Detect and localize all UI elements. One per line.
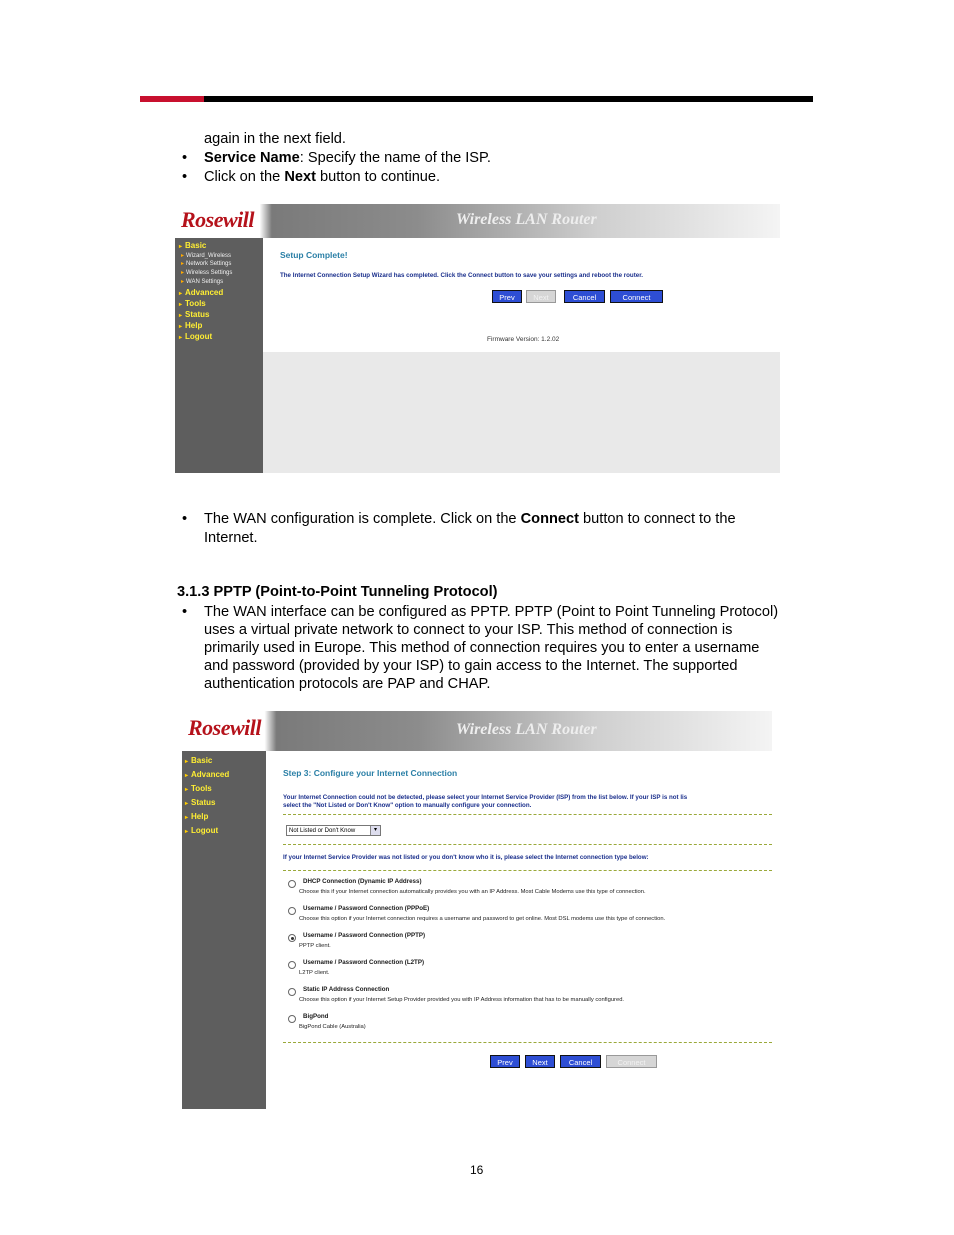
setup-complete-screenshot (175, 204, 780, 473)
nav-sub-wan-settings[interactable]: ▸ WAN Settings (181, 279, 224, 285)
option-bigpond-desc: BigPond Cable (Australia) (299, 1024, 366, 1030)
chevron-down-icon: ▾ (370, 826, 380, 835)
option-pppoe-desc: Choose this option if your Internet connection requires a username and password to get online. Most DSL modems use this type of connection. (299, 916, 666, 922)
option-static-desc: Choose this option if your Internet Setup Provider provided you with IP Address information that has to be manually configured. (299, 997, 625, 1003)
next-button[interactable]: Next (526, 290, 556, 303)
nav-help[interactable]: ▸ Help (179, 321, 203, 330)
prev-button[interactable]: Prev (490, 1055, 520, 1068)
nav-logout[interactable]: ▸ Logout (185, 826, 219, 835)
setup-complete-message: The Internet Connection Setup Wizard has completed. Click the Connect button to save your settings and reboot the router. (280, 272, 643, 279)
nav-advanced[interactable]: ▸ Advanced (179, 288, 224, 297)
option-dhcp-desc: Choose this if your Internet connection automatically provides you with an IP Address. Most Cable Modems use this type of connection. (299, 889, 646, 895)
intro-line-2: select the "Not Listed or Don't Know" option to manually configure your connection. (283, 802, 532, 809)
radio-pptp[interactable] (288, 934, 296, 942)
option-l2tp-desc: L2TP client. (299, 970, 330, 976)
nav-help[interactable]: ▸ Help (185, 812, 209, 821)
router-brand-title: Wireless LAN Router (456, 211, 597, 228)
nav-status[interactable]: ▸ Status (179, 310, 210, 319)
isp-select-value: Not Listed or Don't Know (289, 828, 356, 834)
divider (283, 844, 772, 845)
wan-complete-pre: The WAN configuration is complete. Click on the (204, 511, 521, 527)
isp-select[interactable] (286, 825, 381, 836)
main-panel (266, 751, 772, 1109)
main-panel (263, 238, 780, 352)
prev-button[interactable]: Prev (492, 290, 522, 303)
option-pptp-title: Username / Password Connection (PPTP) (303, 932, 426, 939)
cancel-button[interactable]: Cancel (560, 1055, 601, 1068)
radio-l2tp[interactable] (288, 961, 296, 969)
nav-status[interactable]: ▸ Status (185, 798, 216, 807)
nav-tools[interactable]: ▸ Tools (179, 299, 206, 308)
radio-bigpond[interactable] (288, 1015, 296, 1023)
wan-complete-post: button to connect to the (578, 511, 736, 527)
rosewill-logo: Rosewill (181, 207, 255, 232)
nav-logout[interactable]: ▸ Logout (179, 332, 213, 341)
divider (283, 814, 772, 815)
bullet-char: • (182, 150, 188, 166)
sidebar (182, 751, 266, 1109)
setup-complete-title: Setup Complete! (280, 250, 348, 260)
radio-dhcp[interactable] (288, 880, 296, 888)
option-dhcp-title: DHCP Connection (Dynamic IP Address) (303, 878, 422, 885)
step3-title: Step 3: Configure your Internet Connection (283, 768, 458, 778)
cancel-button[interactable]: Cancel (564, 290, 605, 303)
wan-complete-line2: Internet. (204, 530, 258, 546)
nav-sub-wireless-settings[interactable]: ▸ Wireless Settings (181, 270, 233, 276)
connect-label: Connect (520, 511, 579, 527)
continued-line: again in the next field. (204, 131, 346, 147)
bullet-char: • (182, 604, 188, 620)
service-name-desc: : Specify the name of the ISP. (299, 150, 491, 166)
nav-tools[interactable]: ▸ Tools (185, 784, 212, 793)
option-bigpond-title: BigPond (303, 1013, 329, 1020)
section-heading-pptp: 3.1.3 PPTP (Point-to-Point Tunneling Protocol) (177, 584, 498, 600)
sidebar (175, 238, 263, 473)
pptp-line-4: and password (provided by your ISP) to gain access to the Internet. The supported (204, 658, 738, 674)
next-label: Next (284, 169, 316, 185)
pptp-line-1: The WAN interface can be configured as PPTP. PPTP (Point to Point Tunneling Protocol) (204, 604, 779, 620)
next-button[interactable]: Next (525, 1055, 555, 1068)
option-pptp-desc: PPTP client. (299, 943, 331, 949)
radio-static-ip[interactable] (288, 988, 296, 996)
radio-pppoe[interactable] (288, 907, 296, 915)
option-static-title: Static IP Address Connection (303, 986, 390, 993)
wan-complete-item (204, 510, 736, 528)
pptp-line-3: primarily used in Europe. This method of connection requires you to enter a username (204, 640, 760, 656)
nav-basic[interactable]: ▸ Basic (185, 756, 213, 765)
nav-basic[interactable]: ▸ Basic (179, 241, 207, 250)
header-red-bar (140, 96, 204, 102)
nav-sub-network-settings[interactable]: ▸ Network Settings (181, 261, 232, 267)
nav-advanced[interactable]: ▸ Advanced (185, 770, 230, 779)
option-pppoe-title: Username / Password Connection (PPPoE) (303, 905, 430, 912)
header-black-bar (204, 96, 813, 102)
service-name-label: Service Name (204, 150, 300, 166)
nav-sub-wizard-wireless[interactable]: ▸ Wizard_Wireless (181, 253, 232, 259)
pptp-line-5: authentication protocols are PAP and CHAP. (204, 676, 491, 692)
rosewill-logo: Rosewill (188, 715, 262, 740)
bullet-char: • (182, 169, 188, 185)
pptp-line-2: uses a virtual private network to connect to your ISP. This method of connection is (204, 622, 733, 638)
bullet-char: • (182, 511, 188, 527)
divider (283, 1042, 772, 1043)
connect-button[interactable]: Connect (606, 1055, 657, 1068)
connection-type-prompt: If your Internet Service Provider was not listed or you don't know who it is, please select the Internet connection type below: (283, 854, 649, 861)
page-number: 16 (470, 1163, 484, 1177)
intro-line-1: Your Internet Connection could not be detected, please select your Internet Service Provider (ISP) from the list below. If your ISP is not lis (283, 794, 688, 801)
click-next-post: button to continue. (315, 169, 441, 185)
router-brand-title: Wireless LAN Router (456, 721, 597, 738)
configure-connection-screenshot (182, 711, 772, 1109)
divider (283, 870, 772, 871)
connect-button[interactable]: Connect (610, 290, 663, 303)
firmware-version: Firmware Version: 1.2.02 (487, 336, 560, 343)
service-name-item (204, 149, 491, 167)
click-next-item (204, 168, 440, 186)
click-next-pre: Click on the (204, 169, 285, 185)
option-l2tp-title: Username / Password Connection (L2TP) (303, 959, 425, 966)
